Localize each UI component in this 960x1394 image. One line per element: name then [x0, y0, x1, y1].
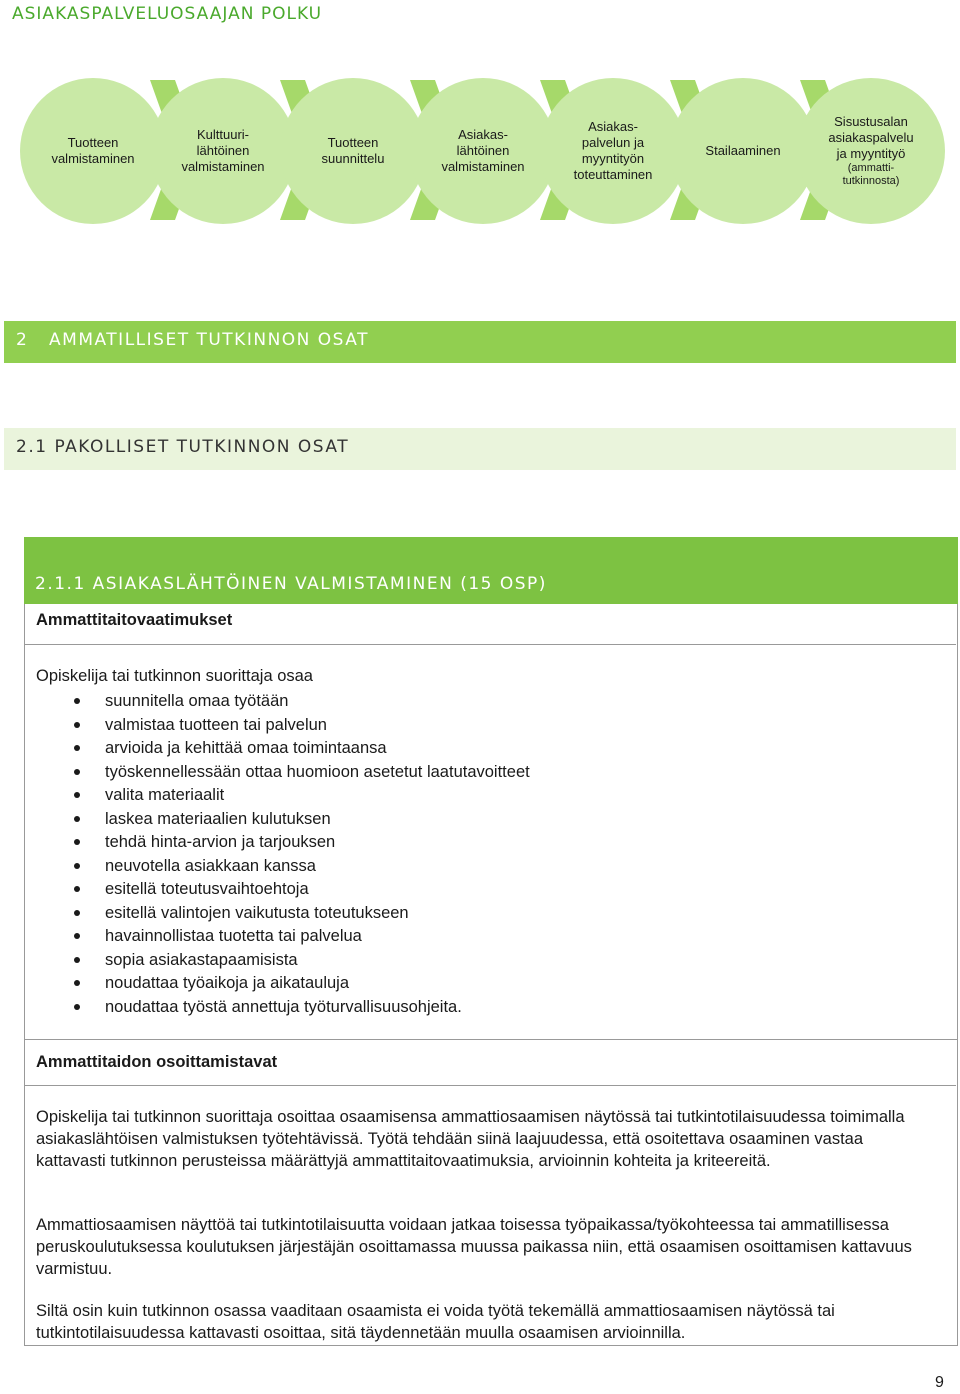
section-2-title: 2 AMMATILLISET TUTKINNON OSAT — [16, 330, 369, 350]
section-2-1-1-title: 2.1.1 ASIAKASLÄHTÖINEN VALMISTAMINEN (15 OSP) — [35, 574, 547, 594]
list-item: suunnitella omaa työtään — [36, 690, 530, 714]
requirements-divider — [24, 644, 956, 645]
demonstration-divider — [24, 1085, 956, 1086]
list-item: sopia asiakastapaamisista — [36, 949, 530, 973]
demonstration-paragraph-1: Opiskelija tai tutkinnon suorittaja osoittaa osaamisensa ammattiosaamisen näytössä tai tutkintotilaisuudessa toimimalla asiakaslähtöisen valmistuksen työtehtävissä. Työtä tehdään siinä laajuudessa, että osoitettava osaaminen vastaa kattavasti tutkinnon perusteissa määrättyjä ammattitaitovaatimuksia, arvioinnin kohteita ja kriteereitä. — [36, 1108, 905, 1170]
list-item: esitellä toteutusvaihtoehtoja — [36, 878, 530, 902]
list-item: noudattaa työstä annettuja työturvallisuusohjeita. — [36, 996, 530, 1020]
requirements-heading: Ammattitaitovaatimukset — [36, 611, 233, 629]
list-item: esitellä valintojen vaikutusta toteutukseen — [36, 902, 530, 926]
list-item: noudattaa työaikoja ja aikatauluja — [36, 972, 530, 996]
section-2-1-1-heading-band — [24, 537, 958, 604]
path-step-2: Kulttuuri- lähtöinen valmistaminen — [150, 78, 296, 224]
requirements-list — [36, 690, 530, 1019]
list-item: työskennellessään ottaa huomioon asetetut laatutavoitteet — [36, 761, 530, 785]
list-item: neuvotella asiakkaan kanssa — [36, 855, 530, 879]
path-step-5: Asiakas- palvelun ja myyntityön toteuttaminen — [540, 78, 686, 224]
path-step-4: Asiakas- lähtöinen valmistaminen — [410, 78, 556, 224]
section-2-1-heading-band — [4, 428, 956, 470]
list-item: havainnollistaa tuotetta tai palvelua — [36, 925, 530, 949]
path-step-7: Sisustusalan asiakaspalvelu ja myyntityö (ammatti- tutkinnosta) — [797, 78, 945, 224]
list-item: valita materiaalit — [36, 784, 530, 808]
path-step-7-note: (ammatti- tutkinnosta) — [842, 162, 900, 187]
list-item: laskea materiaalien kulutuksen — [36, 808, 530, 832]
section-2-1-title: 2.1 PAKOLLISET TUTKINNON OSAT — [16, 437, 350, 457]
path-step-6: Stailaaminen — [670, 78, 816, 224]
list-item: tehdä hinta-arvion ja tarjouksen — [36, 831, 530, 855]
page-header-title: ASIAKASPALVELUOSAAJAN POLKU — [12, 4, 323, 24]
demonstration-paragraph-2: Ammattiosaamisen näyttöä tai tutkintotilaisuutta voidaan jatkaa toisessa työpaikassa/työkohteessa tai ammatillisessa peruskoulutuksessa koulutuksen järjestäjän osoittamassa muussa paikassa niin, että osaamisen osoittamisen kattavuus varmistuu. — [36, 1216, 912, 1278]
path-step-3: Tuotteen suunnittelu — [280, 78, 426, 224]
page-number: 9 — [935, 1374, 944, 1391]
section-2-heading-band — [4, 321, 956, 363]
demonstration-heading: Ammattitaidon osoittamistavat — [36, 1053, 278, 1071]
requirements-intro: Opiskelija tai tutkinnon suorittaja osaa — [36, 667, 313, 685]
demonstration-paragraph-3: Siltä osin kuin tutkinnon osassa vaaditaan osaamista ei voida työtä tekemällä ammattiosaamisen näytössä tai tutkintotilaisuudessa kattavasti osoittaa, sitä täydennetään muulla osaamisen arvioinnilla. — [36, 1302, 835, 1342]
path-step-1: Tuotteen valmistaminen — [20, 78, 166, 224]
list-item: valmistaa tuotteen tai palvelun — [36, 714, 530, 738]
list-item: arvioida ja kehittää omaa toimintaansa — [36, 737, 530, 761]
